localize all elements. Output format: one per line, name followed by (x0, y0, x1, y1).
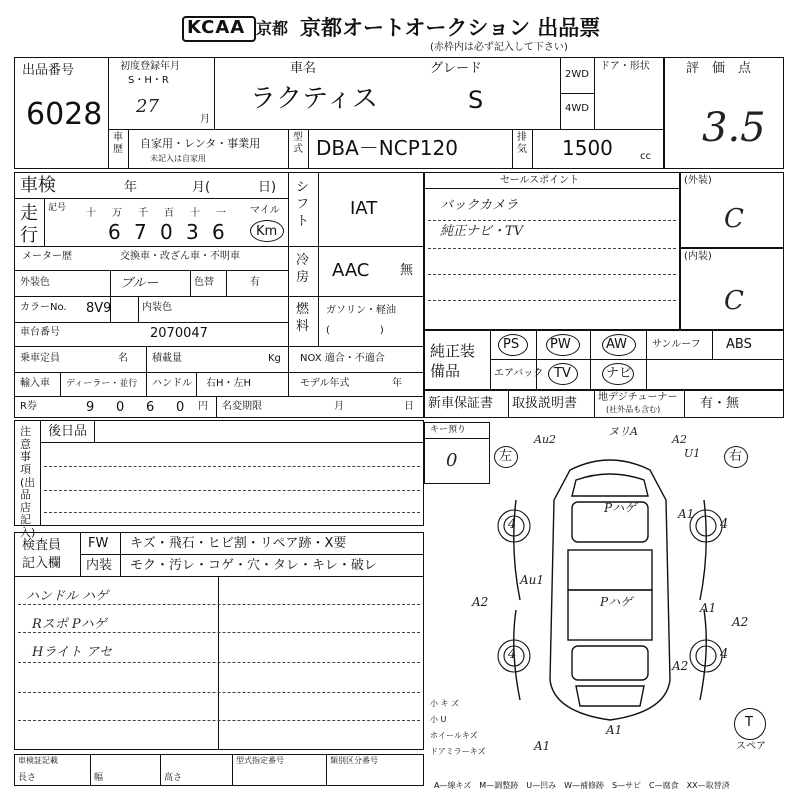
transfer-day: 日 (404, 401, 414, 412)
warranty-doc: 新車保証書 (428, 396, 494, 411)
car-name-label: 車名 (290, 61, 317, 76)
meter-label: メーター歴 (22, 251, 72, 262)
record-label: 記号 (48, 203, 67, 213)
sales-point-line-1: バックカメラ (440, 198, 519, 213)
damage-mark: A2 (672, 659, 689, 673)
digit-header: 十 (86, 208, 96, 219)
damage-mark: Pハゲ (600, 595, 633, 609)
after-date-label: 後日品 (48, 424, 88, 439)
fuel-label: 燃料 (296, 302, 310, 334)
capacity-label: 乗車定員 (20, 353, 60, 364)
tire-mark-fr: 4 (720, 517, 729, 532)
nox-options: NOX 適合・不適合 (300, 353, 385, 364)
model-value: DBA－NCP120 (316, 136, 458, 160)
legend-item: ドアミラーキズ (430, 747, 486, 756)
width-label: 幅 (94, 773, 104, 783)
door-label: ドア・形状 (600, 61, 650, 72)
digit-header: 十 (190, 208, 200, 219)
shaken-day-unit: 日) (258, 180, 277, 195)
key-value: 0 (446, 450, 458, 471)
length-label: 長さ (18, 773, 37, 783)
damage-mark: Au2 (534, 433, 557, 446)
legend-item: ホイールキズ (430, 731, 478, 740)
digit-header: 百 (164, 208, 174, 219)
km-unit: Km (256, 224, 278, 239)
equip-tv: TV (554, 366, 571, 381)
recycle-label: R券 (20, 401, 37, 412)
digital-tuner-label: 地デジチューナー (598, 392, 678, 403)
fw-label: FW (88, 536, 109, 551)
equipment-label: 純正装備品 (430, 342, 476, 380)
fw-options: キズ・飛石・ヒビ割・リペア跡・X要 (130, 536, 347, 551)
cc-unit: cc (640, 151, 651, 162)
recycle-digit: 6 (146, 400, 155, 415)
usage-options: 自家用・レンタ・事業用 (140, 137, 261, 150)
legend-item: 小 U (430, 715, 447, 724)
fuel-options: ガソリン・軽油 (326, 305, 396, 316)
import-label: 輸入車 (20, 378, 50, 389)
car-name: ラクティス (250, 84, 378, 114)
damage-mark: Pハゲ (604, 501, 637, 515)
load-unit: Kg (268, 353, 281, 364)
reg-doc-label: 車検証記載 (18, 756, 58, 765)
right-label: 右 (729, 449, 743, 464)
interior-inspect-options: モク・汚レ・コゲ・穴・タレ・キレ・破レ (130, 558, 377, 573)
spare-label: スペア (736, 741, 766, 752)
damage-mark: A1 (700, 601, 717, 615)
chassis-label: 車台番号 (20, 327, 60, 338)
recycle-digit: 0 (176, 400, 185, 415)
shaken-month-unit: 月( (192, 180, 211, 195)
equip-sunroof: サンルーフ (652, 339, 701, 350)
first-reg-label: 初度登録年月 (120, 61, 180, 72)
inspector-label: 検査員記入欄 (22, 538, 62, 572)
form-title: 京都オートオークション 出品票 (300, 16, 601, 40)
model-year-label: モデル年式 (300, 378, 350, 389)
damage-mark: A2 (472, 595, 489, 609)
month-unit: 月 (200, 114, 210, 125)
damage-mark: U1 (684, 447, 701, 460)
unit-label: マイル (250, 205, 280, 216)
damage-legend: A—線キズ M—調整跡 U—凹み W—補修跡 S—サビ C—腐食 XX—取替済 (434, 781, 730, 790)
logo-city: 京都 (256, 19, 289, 38)
damage-mark: A1 (534, 739, 551, 753)
meter-options: 交換車・改ざん車・不明車 (120, 251, 240, 262)
inspector-note-2: Rスポ Pハゲ (32, 617, 107, 632)
inspector-note-3: Hライト アセ (32, 645, 112, 660)
color-no-label: カラーNo. (20, 302, 67, 313)
mileage-label: 走行 (20, 203, 38, 246)
digit-header: 万 (112, 208, 122, 219)
color-label: 外装色 (20, 277, 50, 288)
interior-inspect-label: 内装 (86, 558, 113, 573)
equip-airbag: エアバック (494, 368, 544, 379)
notes-label: 注意事項(出品店記入) (20, 425, 36, 540)
grade-label: グレード (430, 61, 483, 76)
model-year-unit: 年 (392, 378, 402, 389)
displacement-label: 排気 (517, 132, 527, 155)
era-label: S・H・R (128, 75, 169, 86)
capacity-unit: 名 (118, 353, 128, 364)
tire-mark-fl: 4 (508, 517, 517, 532)
digital-tuner-note: (社外品も含む) (606, 405, 661, 414)
color-change-value: 有 (250, 277, 260, 288)
recycle-digit: 0 (116, 400, 125, 415)
ac-value: AAC (332, 260, 370, 281)
height-label: 高さ (164, 773, 183, 783)
reg-year: 27 (136, 96, 159, 117)
inspector-note-1: ハンドル ハゲ (26, 589, 109, 604)
mileage-digit: 0 (160, 220, 173, 244)
interior-color-label: 内装色 (142, 302, 172, 313)
color-change-label: 色替 (194, 277, 214, 288)
damage-mark: A1 (678, 507, 695, 521)
handle-label: ハンドル (152, 378, 192, 389)
chassis-value: 2070047 (150, 326, 208, 341)
equip-navi: ナビ (606, 366, 633, 381)
digit-header: 一 (216, 208, 226, 219)
score-label: 評 価 点 (686, 61, 752, 76)
fuel-paren: ( ) (326, 325, 384, 336)
sales-point-label: セールスポイント (500, 175, 580, 186)
shift-value: IAT (350, 198, 378, 219)
type-number-label: 型式指定番号 (236, 756, 284, 765)
history-label: 車歴 (113, 132, 123, 155)
spare-tire-glyph: T (745, 715, 753, 730)
mileage-digit: 3 (186, 220, 199, 244)
legend-item: 小 キ ズ (430, 699, 460, 708)
equip-ps: PS (503, 337, 520, 352)
shaken-label: 車検 (20, 175, 56, 196)
equip-pw: PW (550, 337, 571, 352)
digit-header: 千 (138, 208, 148, 219)
grade: S (468, 86, 484, 114)
manual-doc: 取扱説明書 (512, 396, 578, 411)
lot-label: 出品番号 (22, 63, 75, 78)
sales-point-line-2: 純正ナビ・TV (440, 224, 524, 239)
damage-mark: Au1 (520, 573, 545, 587)
exterior-grade: C (724, 204, 744, 234)
digital-tuner-options: 有・無 (700, 396, 740, 411)
tire-mark-rr: 4 (720, 647, 729, 662)
mileage-digit: 7 (134, 220, 147, 244)
damage-mark: A2 (732, 615, 749, 629)
color-value: ブルー (120, 276, 159, 291)
class-number-label: 類別区分番号 (330, 756, 378, 765)
mileage-digit: 6 (108, 220, 121, 244)
damage-mark: ヌリA (608, 425, 638, 438)
logo-text: KCAA (187, 17, 246, 38)
interior-grade: C (724, 286, 744, 316)
usage-note: 未記入は自家用 (150, 154, 206, 163)
exterior-label: (外装) (684, 175, 712, 186)
handle-options: 右H・左H (206, 378, 252, 389)
sales-point-box (424, 172, 680, 330)
displacement-value: 1500 (562, 136, 613, 160)
load-label: 積載量 (152, 353, 182, 364)
import-options: ディーラー・並行 (66, 379, 138, 389)
drive-2wd: 2WD (565, 69, 589, 80)
key-label: キー預り (430, 425, 467, 435)
mileage-digit: 6 (212, 220, 225, 244)
damage-mark: A1 (606, 723, 623, 737)
model-label: 型式 (293, 132, 303, 155)
form-subtitle: (赤枠内は必ず記入して下さい) (430, 42, 568, 53)
transfer-month: 月 (334, 401, 344, 412)
left-label: 左 (499, 449, 513, 464)
legend-list (430, 696, 486, 760)
lot-number: 6028 (26, 97, 103, 132)
recycle-digit: 9 (86, 400, 95, 415)
color-no-value: 8V9 (86, 301, 112, 316)
drive-4wd: 4WD (565, 103, 589, 114)
ac-label: 冷房 (296, 253, 310, 285)
yen-unit: 円 (198, 401, 208, 412)
transfer-label: 名変期限 (222, 401, 262, 412)
equip-abs: ABS (726, 337, 752, 352)
equip-aw: AW (606, 337, 628, 352)
tire-mark-rl: 4 (508, 647, 517, 662)
score-value: 3.5 (702, 105, 766, 151)
ac-none: 無 (400, 263, 414, 278)
damage-mark: A2 (672, 433, 687, 446)
interior-label: (内装) (684, 251, 712, 262)
shaken-year-unit: 年 (124, 180, 138, 195)
shift-label: シフト (296, 180, 310, 229)
